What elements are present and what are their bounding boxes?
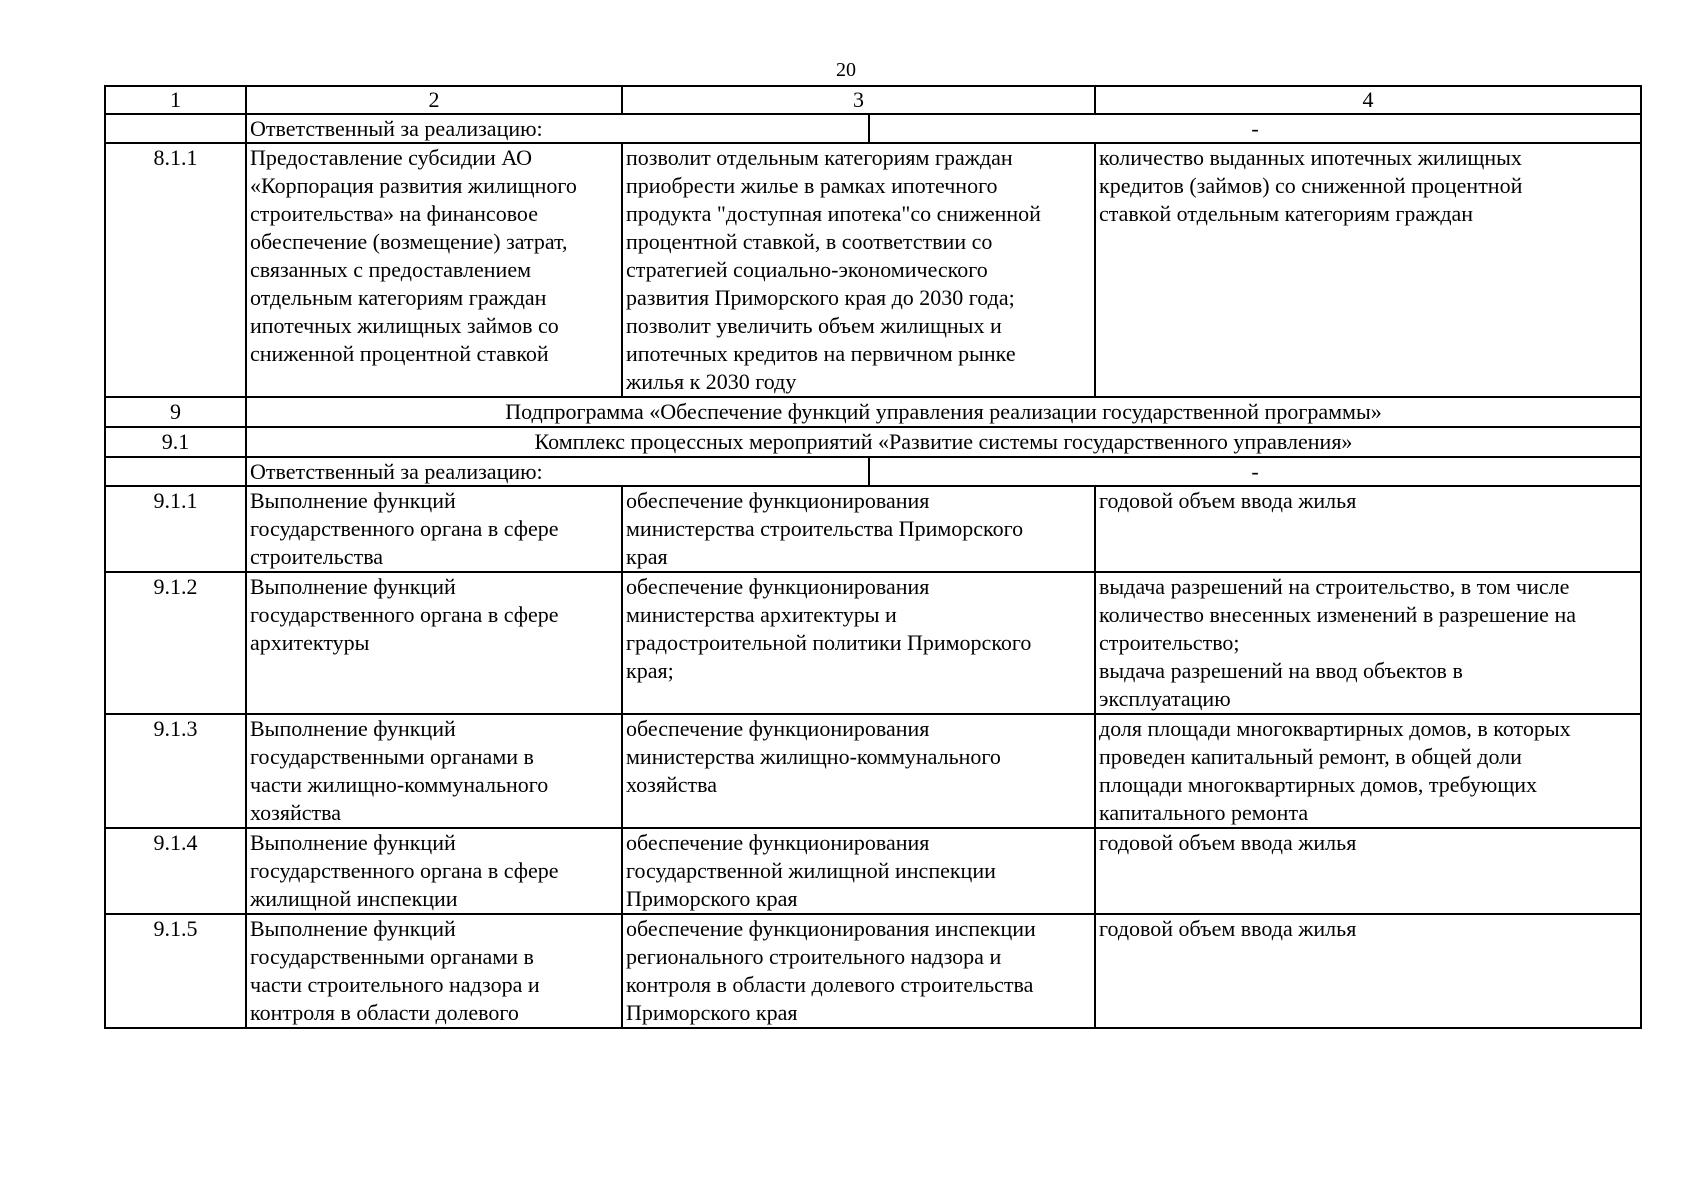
- cell-line: Выполнение функций: [250, 488, 456, 513]
- column-number-2: 2: [246, 86, 622, 114]
- cell-line: продукта "доступная ипотека"со сниженной: [626, 201, 1041, 226]
- cell-line: государственного органа в сфере: [250, 858, 559, 883]
- table-row-9-1-2: [105, 572, 1641, 714]
- activity-cell: [246, 572, 622, 714]
- indicator-cell: [1095, 828, 1641, 914]
- cell-line: отдельным категориям граждан: [250, 285, 547, 310]
- program-activities-table: [104, 85, 1642, 1029]
- responsible-label: Ответственный за реализацию:: [247, 115, 870, 142]
- result-cell: [622, 486, 1095, 572]
- responsible-label: Ответственный за реализацию:: [247, 458, 870, 485]
- cell-line: государственной жилищной инспекции: [626, 858, 996, 883]
- cell-line: развития Приморского края до 2030 года;: [626, 285, 1015, 310]
- cell-line: ставкой отдельным категориям граждан: [1099, 201, 1474, 226]
- cell-line: Выполнение функций: [250, 716, 456, 741]
- cell-line: кредитов (займов) со сниженной процентной: [1099, 173, 1523, 198]
- cell-line: министерства жилищно-коммунального: [626, 744, 1001, 769]
- page-number: 20: [836, 59, 856, 81]
- cell-line: Выполнение функций: [250, 574, 456, 599]
- cell-line: Приморского края: [626, 1000, 798, 1025]
- cell-line: Выполнение функций: [250, 916, 456, 941]
- process-complex-title: Комплекс процессных мероприятий «Развитие системы государственного управления»: [246, 427, 1641, 457]
- result-cell: [622, 914, 1095, 1028]
- cell-line: годовой объем ввода жилья: [1099, 488, 1357, 513]
- cell-line: контроля в области долевого строительства: [626, 972, 1034, 997]
- cell-line: сниженной процентной ставкой: [250, 341, 549, 366]
- table-row-9-1-4: [105, 828, 1641, 914]
- cell-line: проведен капитальный ремонт, в общей доли: [1099, 744, 1522, 769]
- cell-line: количество внесенных изменений в разрешение на: [1099, 602, 1576, 627]
- cell-line: хозяйства: [626, 772, 717, 797]
- row-number: 9.1.5: [105, 914, 246, 1028]
- subprogram-title: Подпрограмма «Обеспечение функций управления реализации государственной программы»: [246, 397, 1641, 427]
- row-number: 9.1.1: [105, 486, 246, 572]
- cell-line: государственными органами в: [250, 744, 534, 769]
- cell-line: обеспечение функционирования: [626, 830, 930, 855]
- table-row-9-1-3: [105, 714, 1641, 828]
- cell-line: площади многоквартирных домов, требующих: [1099, 772, 1538, 797]
- cell-line: хозяйства: [250, 800, 341, 825]
- indicator-cell: [1095, 486, 1641, 572]
- cell-line: архитектуры: [250, 630, 370, 655]
- process-complex-row: [105, 427, 1641, 457]
- cell-line: обеспечение функционирования: [626, 574, 930, 599]
- cell-line: ипотечных жилищных займов со: [250, 313, 559, 338]
- row-number: 9.1: [105, 427, 246, 457]
- cell-line: эксплуатацию: [1099, 686, 1231, 711]
- cell-line: выдача разрешений на ввод объектов в: [1099, 658, 1463, 683]
- column-number-4: 4: [1095, 86, 1641, 114]
- row-number: 9.1.2: [105, 572, 246, 714]
- column-number-1: 1: [105, 86, 246, 114]
- row-number: 9.1.4: [105, 828, 246, 914]
- cell-line: министерства архитектуры и: [626, 602, 897, 627]
- table-row-9-1-5: [105, 914, 1641, 1028]
- cell-line: обеспечение функционирования: [626, 716, 930, 741]
- cell-line: позволит отдельным категориям граждан: [626, 145, 1013, 170]
- cell-line: строительство;: [1099, 630, 1240, 655]
- indicator-cell: [1095, 572, 1641, 714]
- cell-line: годовой объем ввода жилья: [1099, 830, 1357, 855]
- column-number-3: 3: [622, 86, 1095, 114]
- result-cell: [622, 143, 1095, 397]
- activity-cell: [246, 914, 622, 1028]
- cell-line: приобрести жилье в рамках ипотечного: [626, 173, 998, 198]
- row-number: 8.1.1: [105, 143, 246, 397]
- cell-line: части жилищно-коммунального: [250, 772, 549, 797]
- result-cell: [622, 828, 1095, 914]
- activity-cell: [246, 143, 622, 397]
- cell-line: годовой объем ввода жилья: [1099, 916, 1357, 941]
- cell-line: государственного органа в сфере: [250, 602, 559, 627]
- cell-line: градостроительной политики Приморского: [626, 630, 1032, 655]
- activity-cell: [246, 828, 622, 914]
- cell-line: Выполнение функций: [250, 830, 456, 855]
- cell-line: доля площади многоквартирных домов, в которых: [1099, 716, 1571, 741]
- result-cell: [622, 572, 1095, 714]
- cell-line: процентной ставкой, в соответствии со: [626, 229, 993, 254]
- responsible-num-cell: [105, 457, 246, 486]
- cell-line: края: [626, 544, 668, 569]
- indicator-cell: [1095, 914, 1641, 1028]
- cell-line: контроля в области долевого: [250, 1000, 519, 1025]
- cell-line: связанных с предоставлением: [250, 257, 532, 282]
- indicator-cell: [1095, 143, 1641, 397]
- result-cell: [622, 714, 1095, 828]
- cell-line: строительства» на финансовое: [250, 201, 538, 226]
- subprogram-row: [105, 397, 1641, 427]
- table-row-9-1-1: [105, 486, 1641, 572]
- cell-line: капитального ремонта: [1099, 800, 1309, 825]
- responsible-cell: [246, 457, 1641, 486]
- cell-line: выдача разрешений на строительство, в том числе: [1099, 574, 1570, 599]
- responsible-value: -: [1251, 116, 1259, 141]
- cell-line: края;: [626, 658, 674, 683]
- cell-line: министерства строительства Приморского: [626, 516, 1024, 541]
- responsible-num-cell: [105, 114, 246, 143]
- cell-line: части строительного надзора и: [250, 972, 540, 997]
- responsible-row: [105, 457, 1641, 486]
- responsible-row: [105, 114, 1641, 143]
- row-number: 9: [105, 397, 246, 427]
- cell-line: строительства: [250, 544, 384, 569]
- cell-line: позволит увеличить объем жилищных и: [626, 313, 1002, 338]
- cell-line: Предоставление субсидии АО: [250, 145, 533, 170]
- indicator-cell: [1095, 714, 1641, 828]
- cell-line: стратегией социально-экономического: [626, 257, 988, 282]
- responsible-cell: [246, 114, 1641, 143]
- cell-line: Приморского края: [626, 886, 798, 911]
- cell-line: обеспечение функционирования: [626, 488, 930, 513]
- cell-line: жилья к 2030 году: [626, 369, 797, 394]
- cell-line: регионального строительного надзора и: [626, 944, 1002, 969]
- cell-line: «Корпорация развития жилищного: [250, 173, 577, 198]
- responsible-value: -: [1251, 459, 1259, 484]
- cell-line: жилищной инспекции: [250, 886, 458, 911]
- cell-line: государственного органа в сфере: [250, 516, 559, 541]
- cell-line: государственными органами в: [250, 944, 534, 969]
- cell-line: ипотечных кредитов на первичном рынке: [626, 341, 1016, 366]
- cell-line: количество выданных ипотечных жилищных: [1099, 145, 1522, 170]
- column-number-row: [105, 86, 1641, 114]
- activity-cell: [246, 486, 622, 572]
- cell-line: обеспечение (возмещение) затрат,: [250, 229, 568, 254]
- row-number: 9.1.3: [105, 714, 246, 828]
- activity-cell: [246, 714, 622, 828]
- cell-line: обеспечение функционирования инспекции: [626, 916, 1036, 941]
- table-row-8-1-1: [105, 143, 1641, 397]
